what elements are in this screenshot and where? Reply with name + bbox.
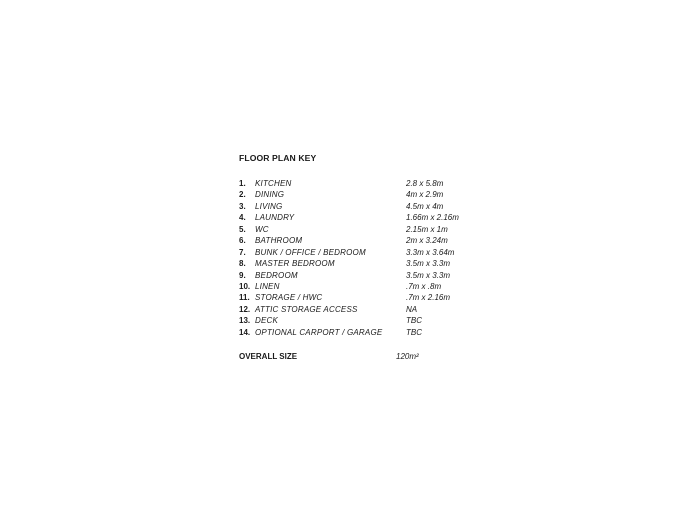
room-name: LAUNDRY <box>255 213 295 223</box>
row-number: 5. <box>239 224 246 234</box>
room-name: BATHROOM <box>255 236 303 246</box>
room-size: NA <box>406 304 418 314</box>
key-row <box>239 212 499 223</box>
key-row <box>239 201 499 212</box>
row-number: 4. <box>239 213 246 223</box>
row-number: 12. <box>239 304 251 314</box>
key-row <box>239 178 499 189</box>
row-number: 2. <box>239 190 246 200</box>
key-row <box>239 292 499 303</box>
row-number: 11. <box>239 293 250 303</box>
key-row <box>239 189 499 200</box>
room-size: .7m x 2.16m <box>406 293 451 303</box>
row-number: 8. <box>239 259 246 269</box>
room-name: LIVING <box>255 201 283 211</box>
key-list <box>239 178 499 338</box>
key-title: FLOOR PLAN KEY <box>239 153 317 163</box>
overall-size-row <box>239 351 499 363</box>
key-row <box>239 258 499 269</box>
overall-size-value: 120m² <box>396 352 419 362</box>
row-number: 3. <box>239 201 246 211</box>
overall-size-label: OVERALL SIZE <box>239 352 298 362</box>
room-name: STORAGE / HWC <box>255 293 323 303</box>
room-size: 4m x 2.9m <box>406 190 444 200</box>
key-row <box>239 224 499 235</box>
key-row <box>239 304 499 315</box>
key-row <box>239 235 499 246</box>
room-size: 4.5m x 4m <box>406 201 444 211</box>
room-size: TBC <box>406 316 422 326</box>
room-name: DINING <box>255 190 285 200</box>
room-size: 3.5m x 3.3m <box>406 259 451 269</box>
room-name: BUNK / OFFICE / BEDROOM <box>255 247 366 257</box>
row-number: 9. <box>239 270 246 280</box>
room-name: BEDROOM <box>255 270 298 280</box>
key-row <box>239 327 499 338</box>
room-size: TBC <box>406 327 422 337</box>
room-size: 3.3m x 3.64m <box>406 247 455 257</box>
row-number: 10. <box>239 281 251 291</box>
room-size: 1.66m x 2.16m <box>406 213 459 223</box>
floor-plan-key <box>239 152 499 363</box>
room-size: 2.8 x 5.8m <box>406 179 444 188</box>
room-name: LINEN <box>255 281 280 291</box>
room-name: KITCHEN <box>255 179 292 188</box>
row-number: 1. <box>239 179 246 188</box>
row-number: 14. <box>239 327 251 337</box>
key-row <box>239 270 499 281</box>
room-name: ATTIC STORAGE ACCESS <box>255 304 358 314</box>
row-number: 6. <box>239 236 246 246</box>
room-name: DECK <box>255 316 279 326</box>
key-row <box>239 281 499 292</box>
room-size: 2.15m x 1m <box>406 224 448 234</box>
row-number: 7. <box>239 247 246 257</box>
room-size: 3.5m x 3.3m <box>406 270 451 280</box>
key-row <box>239 247 499 258</box>
room-name: WC <box>255 224 269 234</box>
room-size: 2m x 3.24m <box>406 236 448 246</box>
key-row <box>239 315 499 326</box>
room-name: OPTIONAL CARPORT / GARAGE <box>255 327 383 337</box>
row-number: 13. <box>239 316 251 326</box>
room-size: .7m x .8m <box>406 281 442 291</box>
room-name: MASTER BEDROOM <box>255 259 335 269</box>
